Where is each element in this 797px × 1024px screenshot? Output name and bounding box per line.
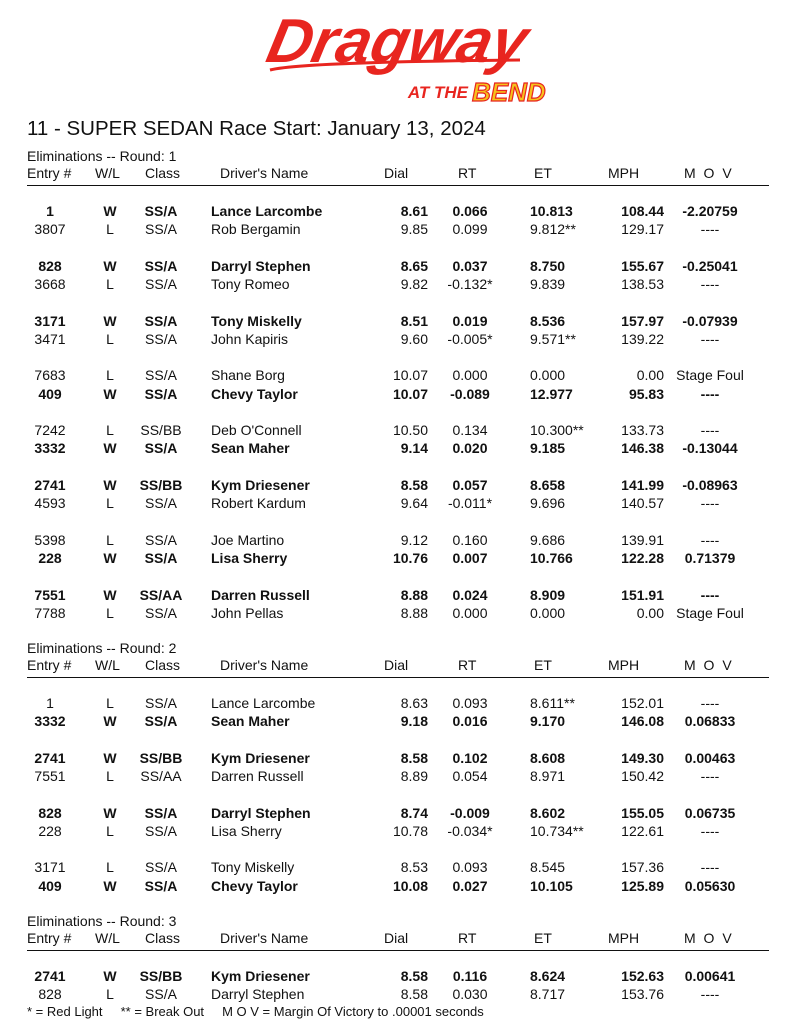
table-row <box>0 422 797 440</box>
table-row <box>0 495 797 513</box>
dial-cell: 8.88 <box>400 604 428 621</box>
header-class: Class <box>145 930 181 946</box>
margin-of-victory-cell: ---- <box>700 495 720 512</box>
header-mph: MPH <box>608 165 640 181</box>
entry-number-cell: 1 <box>46 695 54 711</box>
dial-cell: 10.50 <box>392 422 428 439</box>
header-entry-number: Entry # <box>27 657 72 673</box>
mph-cell: 129.17 <box>621 221 664 238</box>
driver-name-cell: Deb O'Connell <box>211 422 302 439</box>
mph-cell: 157.97 <box>621 312 664 329</box>
mph-cell: 0.00 <box>636 604 664 621</box>
mph-cell: 108.44 <box>621 203 664 219</box>
entry-number-cell: 409 <box>38 877 62 894</box>
header-reaction-time: RT <box>458 657 477 673</box>
win-loss-cell: W <box>103 312 117 329</box>
dial-cell: 10.07 <box>392 367 428 384</box>
elapsed-time-cell: 10.105 <box>530 877 573 894</box>
elapsed-time-cell: 9.170 <box>530 713 566 730</box>
win-loss-cell: L <box>106 604 114 621</box>
margin-of-victory-cell: ---- <box>700 695 720 711</box>
entry-number-cell: 2741 <box>34 968 66 984</box>
class-cell: SS/AA <box>139 586 183 603</box>
reaction-time-cell: -0.034* <box>447 822 493 839</box>
class-cell: SS/A <box>144 440 178 457</box>
margin-of-victory-cell: 0.06833 <box>684 713 736 730</box>
dial-cell: 9.14 <box>400 440 428 457</box>
table-row <box>0 331 797 349</box>
reaction-time-cell: 0.054 <box>452 768 488 784</box>
dial-cell: 9.12 <box>400 531 428 548</box>
class-cell: SS/A <box>145 986 177 1003</box>
driver-name-cell: Darren Russell <box>211 768 304 784</box>
elapsed-time-cell: 0.000 <box>530 367 566 384</box>
entry-number-cell: 828 <box>38 257 62 274</box>
win-loss-cell: W <box>103 203 117 219</box>
mph-cell: 139.91 <box>621 531 664 548</box>
logo-accent-text: BEND <box>472 77 546 107</box>
mph-cell: 151.91 <box>621 586 664 603</box>
class-cell: SS/A <box>145 695 177 711</box>
class-cell: SS/A <box>144 550 178 566</box>
reaction-time-cell: 0.020 <box>452 440 488 457</box>
reaction-time-cell: -0.009 <box>450 804 490 821</box>
driver-name-cell: Rob Bergamin <box>211 221 301 238</box>
win-loss-cell: W <box>103 968 117 984</box>
margin-of-victory-cell: ---- <box>700 859 720 876</box>
elapsed-time-cell: 10.300** <box>530 422 584 439</box>
mph-cell: 157.36 <box>621 859 664 876</box>
driver-name-cell: Lisa Sherry <box>211 822 282 839</box>
entry-number-cell: 828 <box>38 986 62 1003</box>
driver-name-cell: Chevy Taylor <box>211 385 298 402</box>
class-cell: SS/A <box>145 531 177 548</box>
mph-cell: 140.57 <box>621 495 664 512</box>
reaction-time-cell: 0.024 <box>452 586 488 603</box>
margin-of-victory-cell: ---- <box>700 531 720 548</box>
elapsed-time-cell: 8.658 <box>530 477 566 493</box>
mph-cell: 95.83 <box>628 385 664 402</box>
class-cell: SS/A <box>145 221 177 238</box>
reaction-time-cell: 0.037 <box>452 257 488 274</box>
elapsed-time-cell: 8.611** <box>530 695 575 711</box>
reaction-time-cell: 0.093 <box>452 695 488 711</box>
class-cell: SS/A <box>144 203 178 219</box>
table-row <box>0 386 797 404</box>
mph-cell: 152.01 <box>621 695 664 711</box>
elapsed-time-cell: 8.717 <box>530 986 566 1003</box>
dragway-at-the-bend-logo <box>0 0 797 115</box>
reaction-time-cell: 0.000 <box>452 604 488 621</box>
reaction-time-cell: 0.160 <box>452 531 488 548</box>
elapsed-time-cell: 9.185 <box>530 440 566 457</box>
header-class: Class <box>145 165 181 181</box>
header-entry-number: Entry # <box>27 165 72 181</box>
class-cell: SS/A <box>144 877 178 894</box>
dial-cell: 10.78 <box>392 822 428 839</box>
entry-number-cell: 3171 <box>34 312 66 329</box>
header-margin-of-victory: M O V <box>684 657 734 673</box>
reaction-time-cell: 0.016 <box>452 713 488 730</box>
reaction-time-cell: 0.007 <box>452 550 488 566</box>
header-margin-of-victory: M O V <box>684 930 734 946</box>
driver-name-cell: Darryl Stephen <box>211 257 311 274</box>
class-cell: SS/AA <box>140 768 182 784</box>
driver-name-cell: Tony Romeo <box>211 276 290 292</box>
mph-cell: 146.08 <box>621 713 664 730</box>
entry-number-cell: 7788 <box>34 604 66 621</box>
margin-of-victory-cell: Stage Foul <box>676 604 744 621</box>
reaction-time-cell: 0.116 <box>452 968 488 984</box>
driver-name-cell: Tony Miskelly <box>211 312 302 329</box>
table-row <box>0 823 797 841</box>
entry-number-cell: 3668 <box>34 276 66 292</box>
header-class: Class <box>145 657 181 673</box>
elapsed-time-cell: 9.812** <box>530 221 576 238</box>
table-row <box>0 805 797 823</box>
mph-cell: 146.38 <box>621 440 664 457</box>
win-loss-cell: L <box>106 221 114 238</box>
dial-cell: 10.76 <box>392 550 428 566</box>
header-driver-name: Driver's Name <box>220 165 309 181</box>
win-loss-cell: W <box>103 713 117 730</box>
driver-name-cell: Joe Martino <box>211 531 285 548</box>
driver-name-cell: Darryl Stephen <box>211 804 311 821</box>
win-loss-cell: W <box>103 804 117 821</box>
margin-of-victory-cell: 0.00641 <box>684 968 736 984</box>
legend-footer: * = Red Light ** = Break Out M O V = Margin Of Victory to .00001 seconds <box>27 1004 484 1019</box>
header-elapsed-time: ET <box>534 165 552 181</box>
page-title: 11 - SUPER SEDAN Race Start: January 13, 2024 <box>27 117 486 140</box>
elapsed-time-cell: 8.608 <box>530 749 566 766</box>
driver-name-cell: Darryl Stephen <box>211 986 305 1003</box>
win-loss-cell: W <box>103 586 117 603</box>
win-loss-cell: L <box>106 986 114 1003</box>
table-row <box>0 859 797 877</box>
header-driver-name: Driver's Name <box>220 657 309 673</box>
table-row <box>0 477 797 495</box>
margin-of-victory-cell: -0.08963 <box>682 477 738 493</box>
logo-main-text: Dragway <box>261 6 535 76</box>
dial-cell: 9.82 <box>400 276 428 292</box>
reaction-time-cell: -0.005* <box>447 330 493 347</box>
mph-cell: 138.53 <box>621 276 664 292</box>
header-mph: MPH <box>608 930 640 946</box>
table-row <box>0 695 797 713</box>
margin-of-victory-cell: 0.05630 <box>684 877 736 894</box>
win-loss-cell: W <box>103 749 117 766</box>
reaction-time-cell: 0.134 <box>452 422 488 439</box>
class-cell: SS/A <box>145 367 177 384</box>
class-cell: SS/A <box>145 822 177 839</box>
entry-number-cell: 2741 <box>34 749 66 766</box>
margin-of-victory-cell: ---- <box>700 422 720 439</box>
win-loss-cell: L <box>106 495 114 512</box>
margin-of-victory-cell: ---- <box>700 330 720 347</box>
header-dial: Dial <box>384 657 409 673</box>
header-win-loss: W/L <box>95 657 120 673</box>
entry-number-cell: 228 <box>38 550 62 566</box>
elapsed-time-cell: 10.766 <box>530 550 573 566</box>
table-row <box>0 367 797 385</box>
driver-name-cell: Chevy Taylor <box>211 877 298 894</box>
dial-cell: 9.18 <box>400 713 428 730</box>
class-cell: SS/A <box>144 257 178 274</box>
table-row <box>0 878 797 896</box>
margin-of-victory-cell: ---- <box>700 385 720 402</box>
header-dial: Dial <box>384 930 409 946</box>
mph-cell: 155.05 <box>621 804 664 821</box>
class-cell: SS/BB <box>139 477 183 493</box>
mph-cell: 139.22 <box>621 330 664 347</box>
win-loss-cell: L <box>106 768 114 784</box>
dial-cell: 10.07 <box>392 385 428 402</box>
table-row <box>0 768 797 786</box>
table-row <box>0 750 797 768</box>
table-row <box>0 258 797 276</box>
margin-of-victory-cell: ---- <box>700 276 720 292</box>
table-row <box>0 713 797 731</box>
win-loss-cell: L <box>106 695 114 711</box>
elapsed-time-cell: 8.602 <box>530 804 566 821</box>
elapsed-time-cell: 9.686 <box>530 531 566 548</box>
round-label: Eliminations -- Round: 2 <box>27 640 177 656</box>
class-cell: SS/A <box>145 859 177 876</box>
margin-of-victory-cell: ---- <box>700 768 720 784</box>
driver-name-cell: Kym Driesener <box>211 749 310 766</box>
dial-cell: 10.08 <box>392 877 428 894</box>
elapsed-time-cell: 8.909 <box>530 586 566 603</box>
mph-cell: 150.42 <box>621 768 664 784</box>
reaction-time-cell: 0.093 <box>452 859 488 876</box>
class-cell: SS/A <box>144 804 178 821</box>
dial-cell: 9.85 <box>400 221 428 238</box>
mph-cell: 133.73 <box>621 422 664 439</box>
win-loss-cell: L <box>106 367 114 384</box>
table-row <box>0 276 797 294</box>
class-cell: SS/BB <box>140 422 182 439</box>
table-row <box>0 221 797 239</box>
entry-number-cell: 228 <box>38 822 62 839</box>
table-header <box>27 163 769 186</box>
entry-number-cell: 7551 <box>34 768 66 784</box>
header-margin-of-victory: M O V <box>684 165 734 181</box>
entry-number-cell: 1 <box>46 203 54 219</box>
dial-cell: 8.58 <box>400 749 428 766</box>
elapsed-time-cell: 0.000 <box>530 604 566 621</box>
reaction-time-cell: 0.102 <box>452 749 488 766</box>
mph-cell: 0.00 <box>636 367 664 384</box>
mph-cell: 153.76 <box>621 986 664 1003</box>
driver-name-cell: Kym Driesener <box>211 477 310 493</box>
win-loss-cell: W <box>103 440 117 457</box>
entry-number-cell: 3332 <box>34 440 66 457</box>
header-mph: MPH <box>608 657 640 673</box>
entry-number-cell: 7683 <box>34 367 66 384</box>
win-loss-cell: W <box>103 257 117 274</box>
win-loss-cell: L <box>106 531 114 548</box>
driver-name-cell: John Pellas <box>211 604 284 621</box>
reaction-time-cell: 0.000 <box>452 367 488 384</box>
dial-cell: 8.58 <box>400 477 428 493</box>
class-cell: SS/A <box>145 276 177 292</box>
mph-cell: 152.63 <box>621 968 664 984</box>
table-row <box>0 313 797 331</box>
entry-number-cell: 3471 <box>34 330 66 347</box>
dial-cell: 9.64 <box>400 495 428 512</box>
driver-name-cell: Kym Driesener <box>211 968 310 984</box>
reaction-time-cell: -0.089 <box>450 385 490 402</box>
mph-cell: 149.30 <box>621 749 664 766</box>
round-label: Eliminations -- Round: 3 <box>27 913 177 929</box>
dial-cell: 8.65 <box>400 257 428 274</box>
dial-cell: 9.60 <box>400 330 428 347</box>
elapsed-time-cell: 8.971 <box>530 768 566 784</box>
dial-cell: 8.89 <box>400 768 428 784</box>
table-row <box>0 986 797 1004</box>
class-cell: SS/A <box>144 385 178 402</box>
class-cell: SS/BB <box>139 749 183 766</box>
class-cell: SS/BB <box>139 968 183 984</box>
elapsed-time-cell: 8.536 <box>530 312 566 329</box>
table-header <box>27 928 769 951</box>
table-row <box>0 203 797 221</box>
class-cell: SS/A <box>145 495 177 512</box>
margin-of-victory-cell: ---- <box>700 986 720 1003</box>
entry-number-cell: 2741 <box>34 477 66 493</box>
table-row <box>0 440 797 458</box>
margin-of-victory-cell: 0.71379 <box>684 550 736 566</box>
driver-name-cell: Robert Kardum <box>211 495 306 512</box>
margin-of-victory-cell: ---- <box>700 221 720 238</box>
reaction-time-cell: 0.057 <box>452 477 488 493</box>
elapsed-time-cell: 10.734** <box>530 822 584 839</box>
margin-of-victory-cell: -0.25041 <box>682 257 738 274</box>
win-loss-cell: W <box>103 477 117 493</box>
class-cell: SS/A <box>145 330 177 347</box>
reaction-time-cell: -0.011* <box>447 495 493 512</box>
driver-name-cell: Tony Miskelly <box>211 859 295 876</box>
margin-of-victory-cell: -0.13044 <box>682 440 738 457</box>
win-loss-cell: L <box>106 330 114 347</box>
elapsed-time-cell: 10.813 <box>530 203 573 219</box>
win-loss-cell: W <box>103 385 117 402</box>
elapsed-time-cell: 9.571** <box>530 330 576 347</box>
win-loss-cell: W <box>103 877 117 894</box>
win-loss-cell: L <box>106 822 114 839</box>
margin-of-victory-cell: 0.06735 <box>684 804 736 821</box>
class-cell: SS/A <box>145 604 177 621</box>
reaction-time-cell: 0.099 <box>452 221 488 238</box>
reaction-time-cell: -0.132* <box>447 276 493 292</box>
driver-name-cell: John Kapiris <box>211 330 289 347</box>
header-win-loss: W/L <box>95 165 120 181</box>
reaction-time-cell: 0.019 <box>452 312 488 329</box>
round-label: Eliminations -- Round: 1 <box>27 148 177 164</box>
mph-cell: 155.67 <box>621 257 664 274</box>
reaction-time-cell: 0.027 <box>452 877 488 894</box>
dial-cell: 8.74 <box>400 804 428 821</box>
header-elapsed-time: ET <box>534 657 552 673</box>
win-loss-cell: L <box>106 859 114 876</box>
table-row <box>0 550 797 568</box>
margin-of-victory-cell: -2.20759 <box>682 203 738 219</box>
margin-of-victory-cell: ---- <box>700 822 720 839</box>
logo-sub-text: AT THE <box>407 83 468 102</box>
win-loss-cell: W <box>103 550 117 566</box>
driver-name-cell: Darren Russell <box>211 586 310 603</box>
reaction-time-cell: 0.030 <box>452 986 488 1003</box>
margin-of-victory-cell: 0.00463 <box>684 749 736 766</box>
win-loss-cell: L <box>106 422 114 439</box>
class-cell: SS/A <box>144 713 178 730</box>
header-reaction-time: RT <box>458 165 477 181</box>
dial-cell: 8.61 <box>400 203 428 219</box>
dial-cell: 8.51 <box>400 312 428 329</box>
header-entry-number: Entry # <box>27 930 72 946</box>
dial-cell: 8.88 <box>400 586 428 603</box>
reaction-time-cell: 0.066 <box>452 203 488 219</box>
driver-name-cell: Shane Borg <box>211 367 285 384</box>
driver-name-cell: Lance Larcombe <box>211 695 316 711</box>
driver-name-cell: Lisa Sherry <box>211 550 288 566</box>
table-row <box>0 605 797 623</box>
elapsed-time-cell: 12.977 <box>530 385 573 402</box>
class-cell: SS/A <box>144 312 178 329</box>
driver-name-cell: Lance Larcombe <box>211 203 323 219</box>
entry-number-cell: 5398 <box>34 531 66 548</box>
entry-number-cell: 3807 <box>34 221 66 238</box>
margin-of-victory-cell: Stage Foul <box>676 367 744 384</box>
entry-number-cell: 409 <box>38 385 62 402</box>
header-dial: Dial <box>384 165 409 181</box>
driver-name-cell: Sean Maher <box>211 713 290 730</box>
dial-cell: 8.58 <box>400 968 428 984</box>
mph-cell: 122.28 <box>621 550 664 566</box>
table-row <box>0 532 797 550</box>
header-win-loss: W/L <box>95 930 120 946</box>
elapsed-time-cell: 9.839 <box>530 276 566 292</box>
mph-cell: 122.61 <box>621 822 664 839</box>
entry-number-cell: 7242 <box>34 422 66 439</box>
table-row <box>0 587 797 605</box>
entry-number-cell: 7551 <box>34 586 66 603</box>
entry-number-cell: 828 <box>38 804 62 821</box>
elapsed-time-cell: 8.624 <box>530 968 566 984</box>
header-driver-name: Driver's Name <box>220 930 309 946</box>
dial-cell: 8.58 <box>400 986 428 1003</box>
elapsed-time-cell: 8.750 <box>530 257 566 274</box>
entry-number-cell: 4593 <box>34 495 66 512</box>
header-reaction-time: RT <box>458 930 477 946</box>
header-elapsed-time: ET <box>534 930 552 946</box>
mph-cell: 125.89 <box>621 877 664 894</box>
dial-cell: 8.63 <box>400 695 428 711</box>
elapsed-time-cell: 8.545 <box>530 859 566 876</box>
win-loss-cell: L <box>106 276 114 292</box>
mph-cell: 141.99 <box>621 477 664 493</box>
entry-number-cell: 3332 <box>34 713 66 730</box>
elapsed-time-cell: 9.696 <box>530 495 566 512</box>
margin-of-victory-cell: -0.07939 <box>682 312 738 329</box>
table-header <box>27 655 769 678</box>
table-row <box>0 968 797 986</box>
dial-cell: 8.53 <box>400 859 428 876</box>
margin-of-victory-cell: ---- <box>700 586 720 603</box>
driver-name-cell: Sean Maher <box>211 440 290 457</box>
entry-number-cell: 3171 <box>34 859 66 876</box>
